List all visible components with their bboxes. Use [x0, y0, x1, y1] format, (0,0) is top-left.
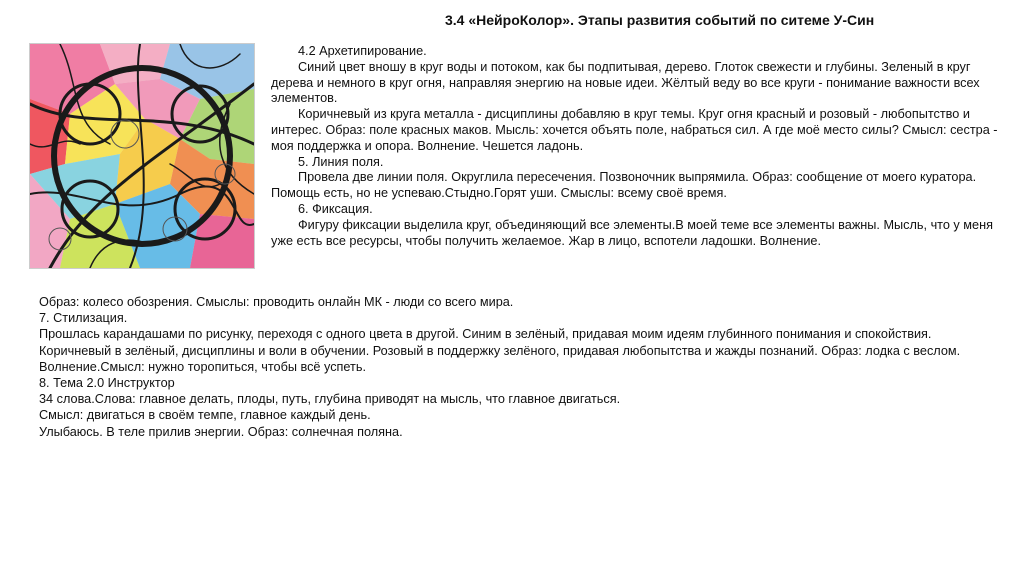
bottom-paragraph: 8. Тема 2.0 Инструктор	[39, 376, 175, 391]
top-paragraph: Синий цвет вношу в круг воды и потоком, как бы подпитывая, дерево. Глоток свежести и глубины. Зеленый в круг дерева и немного в круг огня, направляя энергию на новые идеи. Жёлтый веду во все круги - понимание важности всех элементов.	[271, 59, 980, 106]
top-paragraph: Провела две линии поля. Округлила пересечения. Позвоночник выпрямила. Образ: сообщение от моего куратора. Помощь есть, но не успеваю.Стыдно.Горят уши. Смыслы: всему своё время.	[271, 170, 977, 201]
top-paragraph: Фигуру фиксации выделила круг, объединяющий все элементы.В моей теме все элементы важны. Мысль, что у меня уже есть все ресурсы, чтобы получить желаемое. Жар в лицо, вспотели ладошки. Волнение.	[271, 217, 993, 248]
bottom-paragraph: Образ: колесо обозрения. Смыслы: проводить онлайн МК - люди со всего мира.	[39, 295, 514, 309]
bottom-paragraph: Смысл: двигаться в своём темпе, главное каждый день.	[39, 408, 371, 423]
top-paragraph: 6. Фиксация.	[298, 201, 373, 216]
top-text-block	[271, 44, 1006, 249]
top-paragraph: 5. Линия поля.	[298, 154, 384, 169]
bottom-paragraph: 7. Стилизация.	[39, 311, 128, 326]
top-paragraph: 4.2 Архетипирование.	[298, 44, 427, 58]
top-paragraph: Коричневый из круга металла - дисциплины добавляю в круг темы. Круг огня красный и розовый - любопытство и интерес. Образ: поле красных маков. Мысль: хочется объять поле, набраться сил. А где моё место силы? Смысл: сестра - моя поддержка и опора. Волнение. Чешется ладонь.	[271, 107, 998, 153]
neurographic-artwork-image	[29, 43, 255, 269]
bottom-paragraph: 34 слова.Слова: главное делать, плоды, путь, глубина приводят на мысль, что главное двигаться.	[39, 392, 621, 407]
slide-title: 3.4 «НейроКолор». Этапы развития событий по ситеме У-Син	[445, 12, 875, 28]
bottom-paragraph: Прошлась карандашами по рисунку, переходя с одного цвета в другой. Синим в зелёный, придавая моим идеям глубинного понимания и спокойствия. Коричневый в зелёный, дисциплины и воли в обучении. Розовый в поддержку зелёного, придавая любопытства и жажды познаний. Образ: лодка с веслом. Волнение.Смысл: нужно торопиться, чтобы всё успеть.	[39, 327, 961, 374]
bottom-paragraph: Улыбаюсь. В теле прилив энергии. Образ: солнечная поляна.	[39, 424, 403, 439]
bottom-text-block	[39, 294, 969, 440]
